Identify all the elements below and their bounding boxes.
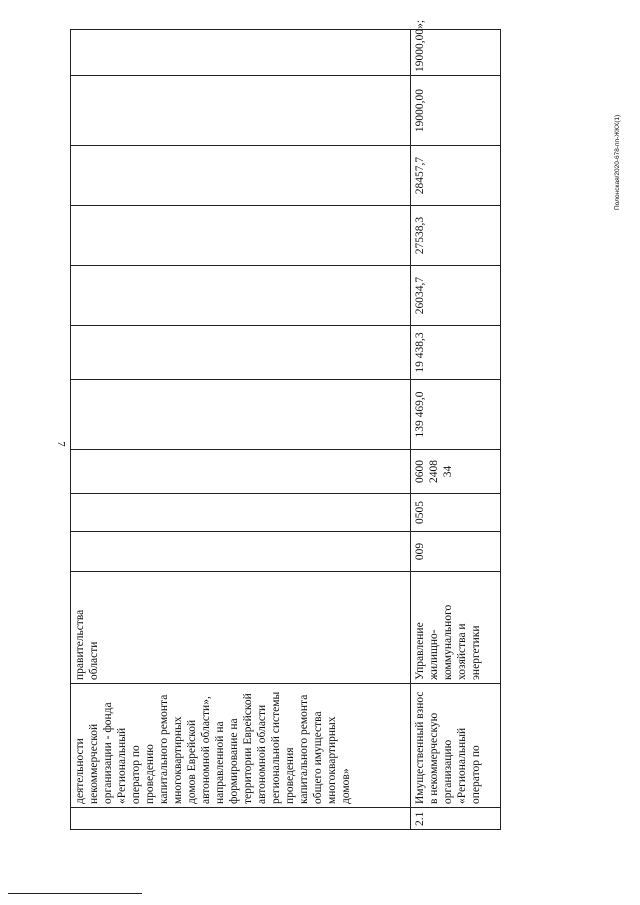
- total-value: 139 469,0: [411, 380, 501, 450]
- document-reference: Полонская/2020-678-пп-ЖКХ(1): [614, 114, 621, 210]
- executor: правительства области: [71, 572, 411, 684]
- grbs-code: [71, 532, 411, 572]
- row-number: [71, 808, 411, 830]
- value-2023: [71, 206, 411, 266]
- value-2021: 19 438,3: [411, 326, 501, 380]
- row-number: 2.1: [411, 808, 501, 830]
- value-2022: 26034,7: [411, 266, 501, 326]
- value-2025: [71, 76, 411, 146]
- measure-name: деятельности некоммерческой организации - фонда «Региональный оператор по проведению капитального ремонта многоквартирных домов Еврейской автономной области», направленной на формирование на территории Еврейской автономной области региональной системы проведения капитального ремонта общего имущества многоквартирных домов»: [71, 684, 411, 808]
- rzpr-code: 0505: [411, 494, 501, 532]
- value-2026: 19000,00»;: [411, 30, 501, 76]
- table-row: [71, 30, 411, 830]
- value-2024: [71, 146, 411, 206]
- grbs-code: 009: [411, 532, 501, 572]
- rzpr-code: [71, 494, 411, 532]
- value-2026: [71, 30, 411, 76]
- measure-name: Имущественный взнос в некоммерческую организацию «Региональный оператор по: [411, 684, 501, 808]
- footer-divider: [8, 893, 142, 894]
- value-2022: [71, 266, 411, 326]
- csr-code: [71, 450, 411, 494]
- executor: Управление жилищно-коммунального хозяйства и энергетики: [411, 572, 501, 684]
- value-2025: 19000,00: [411, 76, 501, 146]
- value-2024: 28457,7: [411, 146, 501, 206]
- table-row: [411, 30, 501, 830]
- budget-table: [70, 19, 501, 830]
- total-value: [71, 380, 411, 450]
- value-2023: 27538,3: [411, 206, 501, 266]
- page-number: 7: [54, 441, 67, 447]
- value-2021: [71, 326, 411, 380]
- csr-code: 0600 2408 34: [411, 450, 501, 494]
